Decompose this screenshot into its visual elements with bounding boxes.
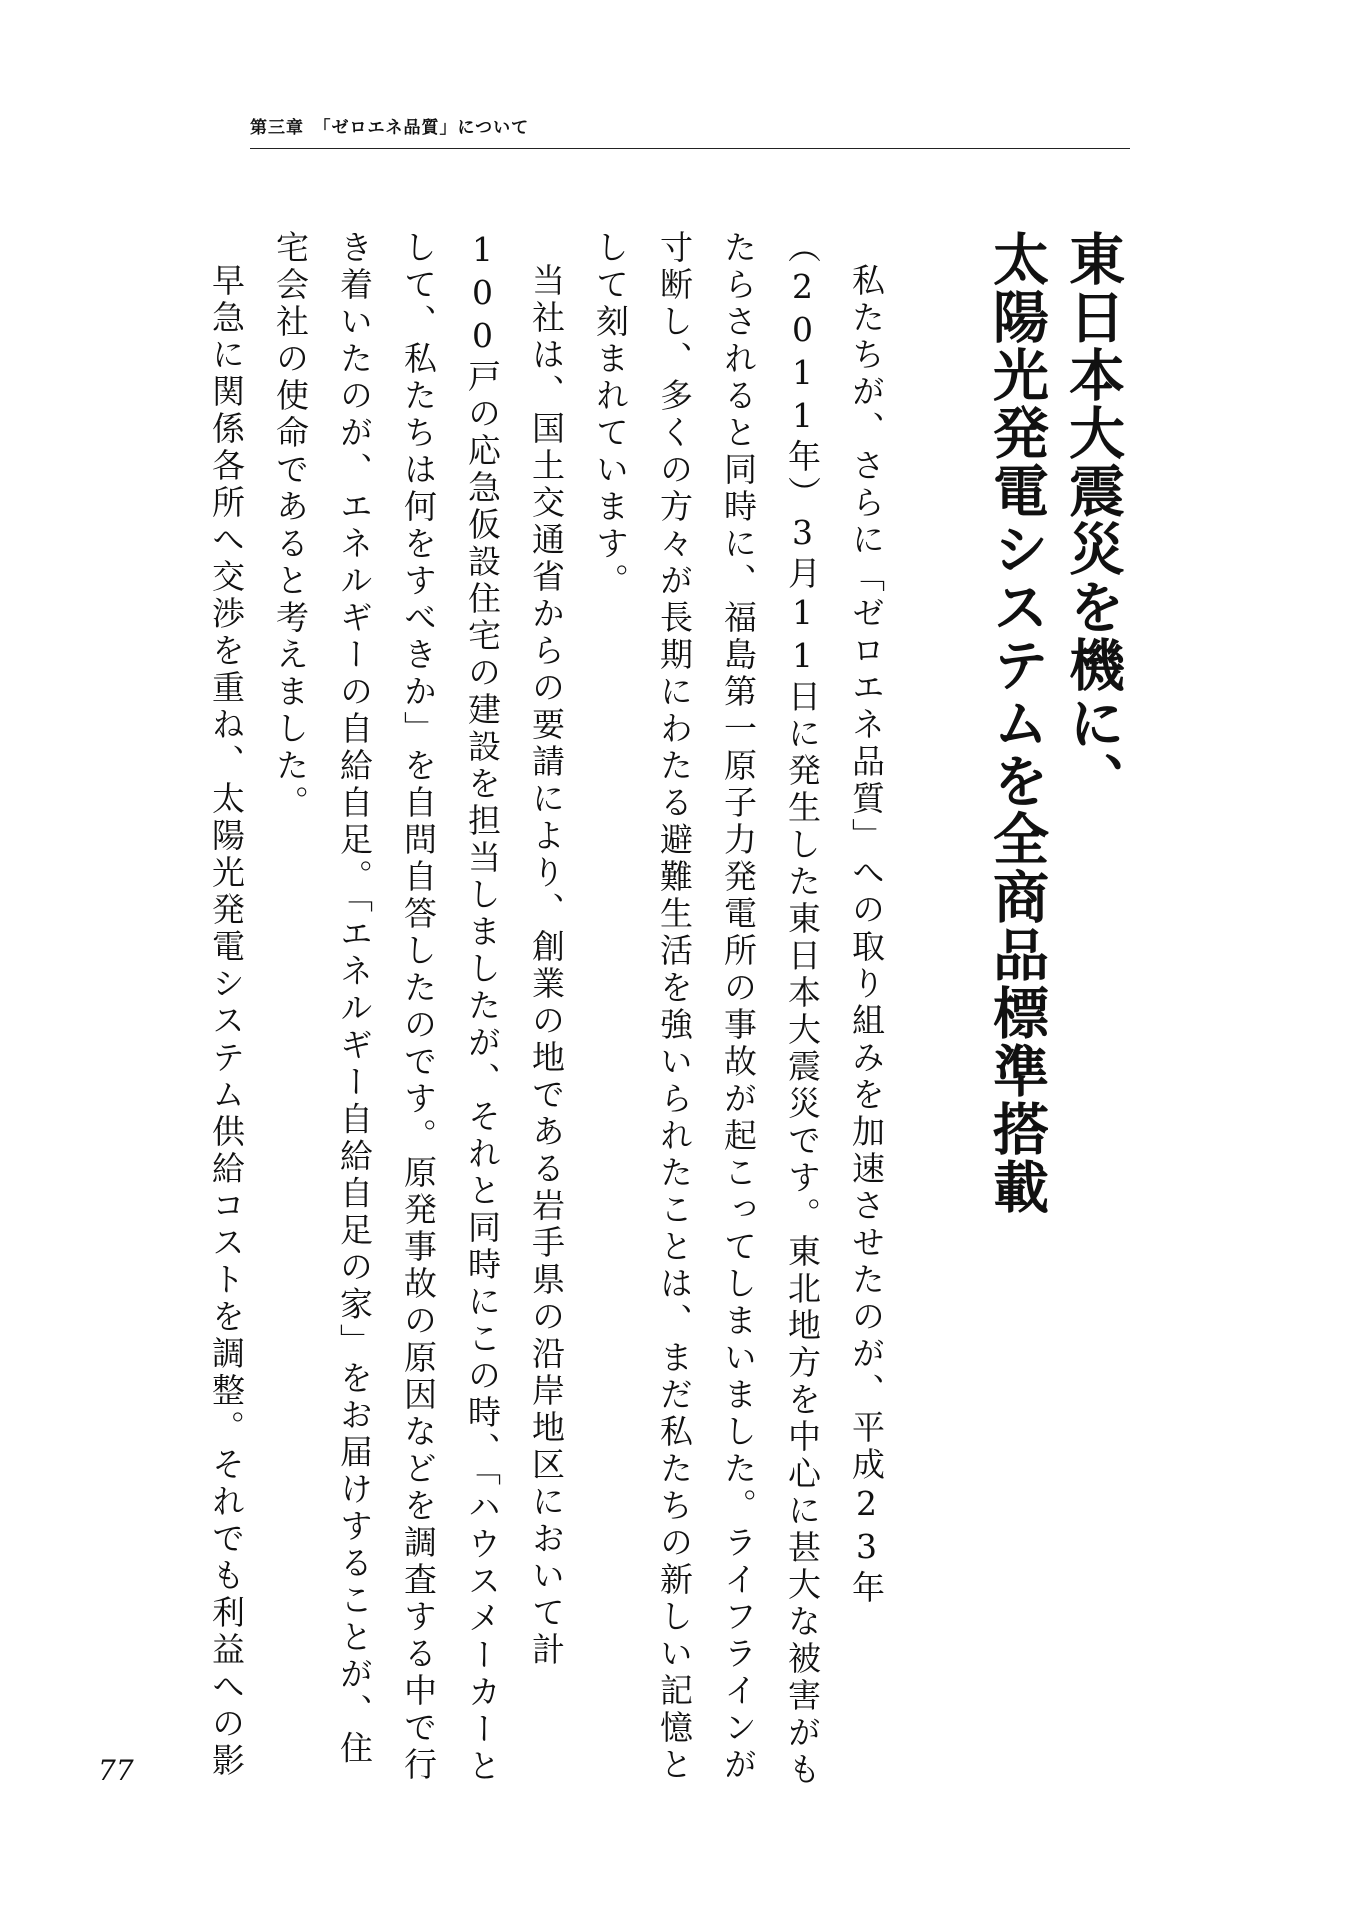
body-text [194,230,898,1790]
page-number: 77 [98,1754,134,1787]
chapter-title: 第三章 「ゼロエネ品質」について [250,118,530,138]
section-title-line-2: 太陽光発電システムを全商品標準搭載 [984,230,1049,1216]
main-content [194,230,1130,1790]
body-paragraph: 私たちが、さらに「ゼロエネ品質」への取り組みを加速させたのが、平成23年（2011年）3月11日に発生した東日本大震災です。東北地方を中心に甚大な被害がもたらされると同時に、福島第一原子力発電所の事故が起こってしまいました。ライフラインが寸断し、多くの方々が長期にわたる避難生活を強いられたことは、まだ私たちの新しい記憶として刻まれています。 [591,230,886,1789]
body-paragraph: 当社は、国土交通省からの要請により、創業の地である岩手県の沿岸地区において計100戸の応急仮設住宅の建設を担当しましたが、それと同時にこの時、「ハウスメーカーとして、私たちは何をすべきか」を自問自答したのです。原発事故の原因などを調査する中で行き着いたのが、エネルギーの自給自足。「エネルギー自給自足の家」をお届けすることが、住宅会社の使命であると考えました。 [271,230,566,1786]
section-title [978,230,1130,1790]
body-paragraph: 早急に関係各所へ交渉を重ね、太陽光発電システム供給コストを調整。それでも利益への影 [207,263,246,1780]
running-header [250,116,1130,149]
section-title-line-1: 東日本大震災を機に、 [1060,230,1125,810]
